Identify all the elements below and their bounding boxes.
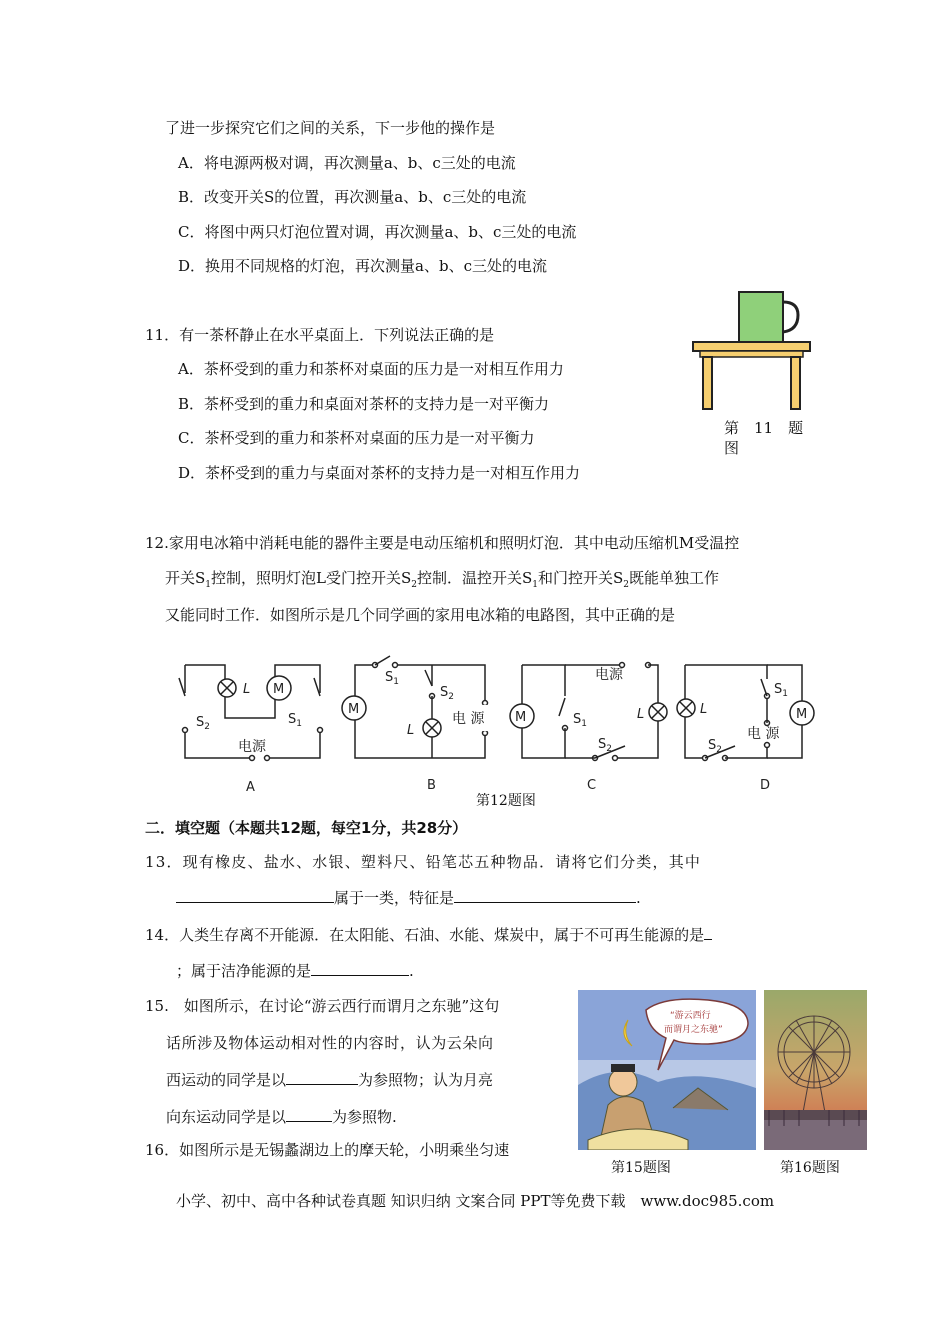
q14-line2: ；属于洁净能源的是 . (176, 962, 414, 980)
q12-figure-circuits (170, 648, 830, 808)
label-lamp-b: L (407, 723, 415, 738)
label-s1-d: $S_1$ (774, 682, 788, 699)
q10-option-d: D．换用不同规格的灯泡，再次测量a、b、c三处的电流 (178, 257, 547, 275)
q15-line3: 西运动的同学是以 为参照物；认为月亮 (166, 1071, 494, 1089)
q15-figure-cartoon (578, 990, 756, 1150)
q13-line1: 13．现有橡皮、盐水、水银、塑料尺、铅笔芯五种物品．请将它们分类，其中 (145, 853, 702, 871)
label-s2-b: $S_2$ (440, 685, 454, 702)
label-power-c: 电源 (595, 667, 623, 683)
q11-option-b: B．茶杯受到的重力和桌面对茶杯的支持力是一对平衡力 (178, 395, 550, 413)
q11-caption-line1: 第 11 题 (724, 419, 804, 437)
label-s1-b: $S_1$ (385, 670, 399, 687)
table-leg-left (703, 357, 712, 409)
option-letter-d: D (760, 778, 771, 793)
q14-blank-2[interactable] (311, 960, 409, 976)
q12-line3: 又能同时工作．如图所示是几个同学画的家用电冰箱的电路图，其中正确的是 (165, 606, 676, 624)
circuit-d (677, 665, 814, 761)
label-lamp-d: L (700, 702, 708, 717)
q10-option-b: B．改变开关S的位置，再次测量a、b、c三处的电流 (178, 188, 527, 206)
label-power-d: 电 源 (747, 726, 780, 742)
q12-line2: 开关$S_1$控制，照明灯泡L受门控开关$S_2$控制．温控开关$S_1$和门控开关$S_2$既能单独工作 (165, 569, 720, 590)
label-motor-a: M (273, 682, 285, 697)
q10-option-c: C．将图中两只灯泡位置对调，再次测量a、b、c三处的电流 (178, 223, 577, 241)
q16-line1: 16．如图所示是无锡蠡湖边上的摩天轮，小明乘坐匀速 (145, 1141, 510, 1159)
q10-option-a: A．将电源两极对调，再次测量a、b、c三处的电流 (178, 154, 516, 172)
bubble-text-1: “游云西行 (670, 1011, 711, 1021)
option-letter-a: A (246, 780, 255, 795)
label-lamp-c: L (637, 707, 645, 722)
label-power-b: 电 源 (452, 711, 485, 727)
q11-option-a: A．茶杯受到的重力和茶杯对桌面的压力是一对相互作用力 (178, 360, 564, 378)
label-s1-a: $S_1$ (288, 712, 302, 729)
label-s2-c: $S_2$ (598, 737, 612, 754)
q12-figure-caption: 第12题图 (476, 793, 536, 809)
table-leg-right (791, 357, 800, 409)
q15-line1: 15. 如图所示，在讨论“游云西行而谓月之东驰”这句 (145, 997, 500, 1015)
cup-icon (739, 292, 783, 342)
q13-line2: 属于一类，特征是 . (176, 887, 641, 908)
q15-blank-2[interactable] (286, 1106, 332, 1122)
q16-caption: 第16题图 (780, 1160, 840, 1176)
q15-line2: 话所涉及物体运动相对性的内容时，认为云朵向 (166, 1034, 494, 1052)
q16-figure-ferris-wheel (764, 990, 867, 1150)
q11-option-d: D．茶杯受到的重力与桌面对茶杯的支持力是一对相互作用力 (178, 464, 581, 482)
q11-option-c: C．茶杯受到的重力和茶杯对桌面的压力是一对平衡力 (178, 429, 535, 447)
label-lamp-a: L (243, 682, 251, 697)
section2-heading: 二．填空题（本题共12题，每空1分，共28分） (145, 819, 468, 837)
q11-figure-table (690, 290, 815, 415)
circuit-b (342, 656, 488, 758)
option-letter-b: B (427, 778, 436, 793)
q11-caption-line2: 图 (724, 439, 740, 457)
q15-blank-1[interactable] (286, 1069, 358, 1085)
q14-blank-1[interactable] (704, 924, 712, 940)
q15-caption: 第15题图 (611, 1160, 671, 1176)
scholar-head (609, 1068, 637, 1096)
label-s2-a: $S_2$ (196, 715, 210, 732)
cup-handle (783, 302, 798, 332)
q15-line4: 向东运动同学是以 为参照物. (166, 1108, 397, 1126)
q11-stem: 11．有一茶杯静止在水平桌面上．下列说法正确的是 (145, 326, 495, 344)
q14-line1: 14．人类生存离不开能源．在太阳能、石油、水能、煤炭中，属于不可再生能源的是 (145, 924, 712, 945)
q13-blank-2[interactable] (454, 887, 636, 903)
label-motor-b: M (348, 702, 360, 717)
q10-intro: 了进一步探究它们之间的关系，下一步他的操作是 (165, 119, 496, 137)
table-top (693, 342, 810, 351)
label-motor-c: M (515, 710, 527, 725)
label-motor-d: M (796, 707, 808, 722)
option-letter-c: C (587, 778, 597, 793)
bubble-text-2: 而谓月之东驰” (664, 1025, 723, 1035)
footer-text: 小学、初中、高中各种试卷真题 知识归纳 文案合同 PPT等免费下载 www.doc985.com (176, 1192, 775, 1210)
q13-blank-1[interactable] (176, 887, 334, 903)
label-s2-d: $S_2$ (708, 738, 722, 755)
label-power-a: 电源 (238, 739, 266, 755)
q12-line1: 12.家用电冰箱中消耗电能的器件主要是电动压缩机和照明灯泡．其中电动压缩机M受温控 (145, 534, 740, 552)
label-s1-c: $S_1$ (573, 712, 587, 729)
